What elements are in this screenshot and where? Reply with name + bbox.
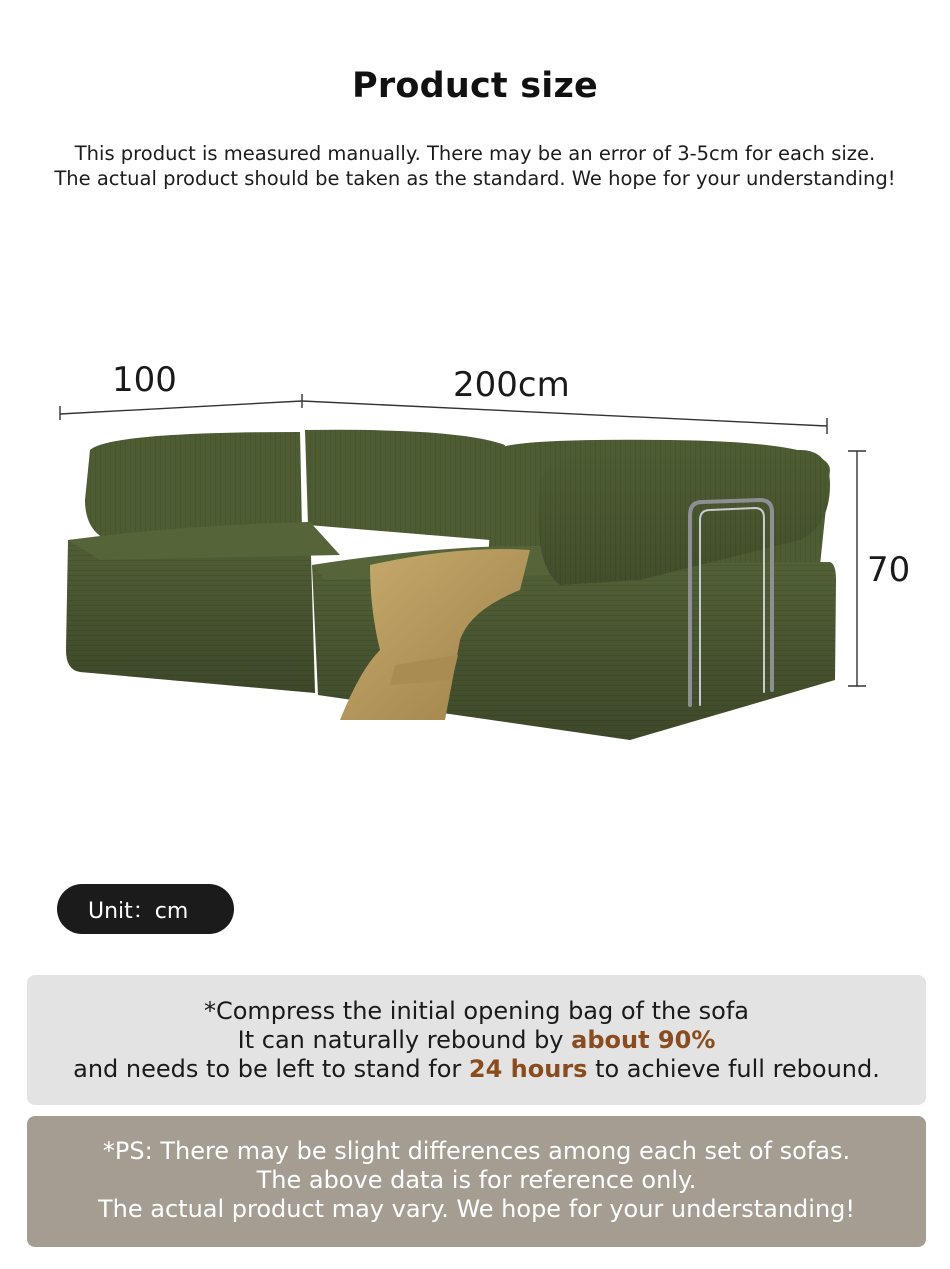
unit-badge: Unit：cm [57,884,234,934]
rebound-text: It can naturally rebound by [237,1026,572,1054]
ps-note-line-3: The actual product may vary. We hope for your understanding! [97,1195,856,1223]
compression-note-line-2 [27,1026,926,1055]
stand-text: and needs to be left to stand for [73,1055,469,1083]
sofa-illustration [40,350,920,770]
ps-note-line-1: *PS: There may be slight differences among each set of sofas. [102,1137,851,1165]
stand-duration: 24 hours [468,1055,588,1083]
sofa-dimension-diagram [40,350,920,770]
measurement-disclaimer [0,141,950,191]
depth-dimension-label: 100 [112,360,177,400]
compression-note [27,975,926,1105]
compression-note-line-3 [27,1055,926,1084]
disclaimer-line-2: The actual product should be taken as the standard. We hope for your understanding! [54,167,896,190]
page-title: Product size [352,66,598,106]
width-dimension-label: 200cm [453,365,570,405]
stand-suffix: to achieve full rebound. [587,1055,880,1083]
rebound-percentage: about 90% [571,1026,716,1054]
ps-note [27,1116,926,1247]
disclaimer-line-1: This product is measured manually. There may be an error of 3-5cm for each size. [74,142,876,165]
compression-note-line-1: *Compress the initial opening bag of the sofa [203,997,749,1025]
height-dimension-label: 70 [867,550,911,590]
ps-note-line-2: The above data is for reference only. [256,1166,697,1194]
